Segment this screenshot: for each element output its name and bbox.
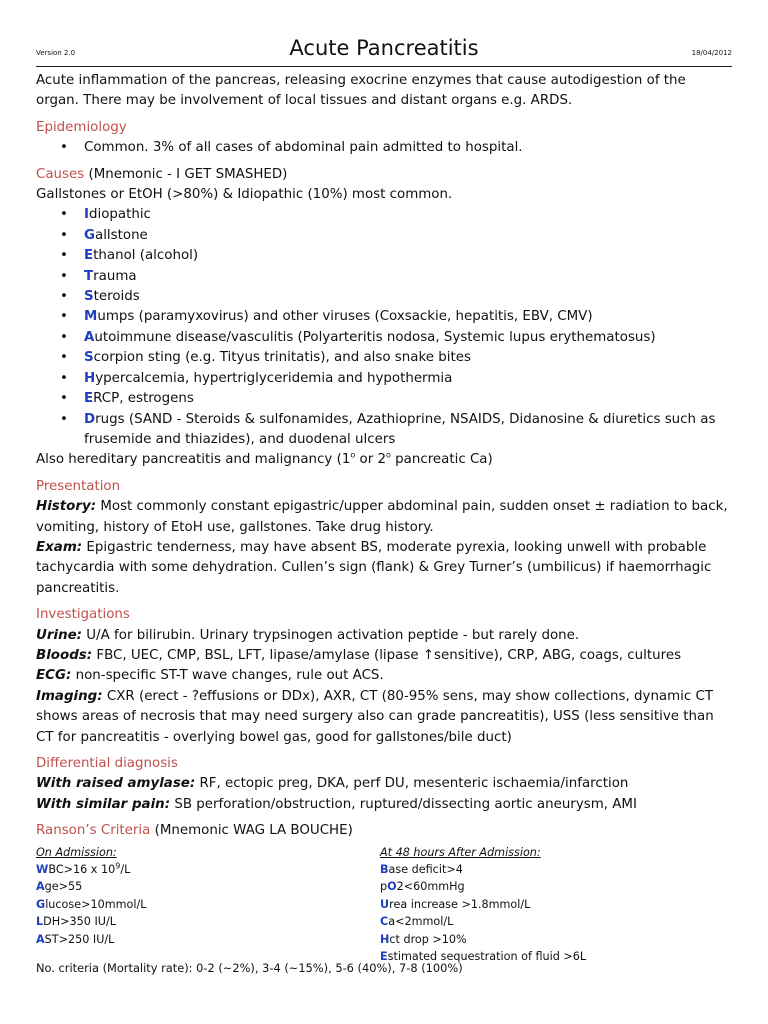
ranson-admission-column: [36, 844, 146, 948]
list-item: AST>250 IU/L: [36, 932, 115, 946]
ranson-admission-heading: On Admission:: [36, 845, 117, 859]
version-label: Version 2.0: [36, 49, 76, 57]
list-item: • Scorpion sting (e.g. Tityus trinitatis), and also snake bites: [60, 350, 471, 366]
list-item: • Drugs (SAND - Steroids & sulfonamides, Azathioprine, NSAIDS, Didanosine & diuretics such as frusemide and thiazides), and duodenal ulcers: [60, 411, 716, 447]
epidemiology-heading: Epidemiology: [36, 119, 127, 135]
ranson-48h-column: [380, 844, 586, 966]
list-item: • Idiopathic: [60, 207, 151, 223]
list-item: • ERCP, estrogens: [60, 391, 194, 407]
investigations-urine: Urine: U/A for bilirubin. Urinary trypsinogen activation peptide - but rarely done.: [36, 627, 580, 643]
page-header: [36, 30, 732, 67]
investigations-imaging: Imaging: CXR (erect - ?effusions or DDx), AXR, CT (80-95% sens, may show collections, dynamic CT shows areas of necrosis that may need surgery also can grade pancreatitis), USS (less sensitive than CT for pancreatitis - overlying bowel gas, good for gallstones/bile duct): [36, 688, 714, 745]
list-item: LDH>350 IU/L: [36, 915, 116, 929]
list-item: • Common. 3% of all cases of abdominal pain admitted to hospital.: [60, 140, 523, 156]
list-item: Urea increase >1.8mmol/L: [380, 897, 531, 911]
differential-heading: Differential diagnosis: [36, 756, 178, 771]
investigations-ecg: ECG: non-specific ST-T wave changes, rule out ACS.: [36, 668, 384, 684]
list-item: • Ethanol (alcohol): [60, 248, 199, 264]
list-item: WBC>16 x $10^9/L$: [36, 861, 131, 877]
date-label: 18/04/2012: [691, 49, 732, 57]
ranson-mnemonic: (Mnemonic WAG LA BOUCHE): [150, 823, 353, 839]
causes-list: [36, 205, 732, 450]
causes-also: Also hereditary pancreatitis and malignancy (1$^o$ or 2$^o$ pancreatic Ca): [36, 450, 493, 468]
list-item: • Gallstone: [60, 227, 148, 243]
ranson-48h-heading: At 48 hours After Admission:: [380, 845, 541, 859]
list-item: Hct drop >10%: [380, 932, 467, 946]
list-item: pO2<60mmHg: [380, 880, 465, 894]
list-item: • Hypercalcemia, hypertriglyceridemia and hypothermia: [60, 370, 453, 386]
list-item: • Trauma: [60, 268, 137, 284]
presentation-heading: Presentation: [36, 478, 121, 494]
differential-amylase: With raised amylase: RF, ectopic preg, DKA, perf DU, mesenteric ischaemia/infarction: [36, 776, 629, 792]
investigations-bloods: Bloods: FBC, UEC, CMP, BSL, LFT, lipase/amylase (lipase ↑sensitive), CRP, ABG, coags, cultures: [36, 647, 682, 663]
presentation-history: History: Most commonly constant epigastric/upper abdominal pain, sudden onset ± radiation to back, vomiting, history of EtoH use, gallstones. Take drug history.: [36, 499, 728, 535]
list-item: Age>55: [36, 880, 83, 894]
investigations-heading: Investigations: [36, 607, 130, 623]
causes-common: Gallstones or EtOH (>80%) & Idiopathic (10%) most common.: [36, 187, 453, 203]
list-item: Ca<2mmol/L: [380, 915, 454, 929]
intro-paragraph: Acute inflammation of the pancreas, releasing exocrine enzymes that cause autodigestion of the organ. There may be involvement of local tissues and distant organs e.g. ARDS.: [36, 73, 686, 109]
list-item: Estimated sequestration of fluid >6L: [380, 950, 587, 964]
list-item: • Steroids: [60, 289, 140, 305]
page-title: Acute Pancreatitis: [289, 36, 479, 60]
epidemiology-list: [36, 138, 732, 158]
causes-mnemonic: (Mnemonic - I GET SMASHED): [84, 166, 288, 182]
causes-heading: Causes (Mnemonic - I GET SMASHED): [36, 166, 288, 182]
ranson-criteria-table: [36, 844, 732, 964]
list-item: Glucose>10mmol/L: [36, 897, 147, 911]
document-page: [36, 30, 732, 977]
ranson-heading: Ranson’s Criteria (Mnemonic WAG LA BOUCHE): [36, 823, 353, 839]
list-item: Base deficit>4: [380, 863, 463, 877]
list-item: • Mumps (paramyxovirus) and other viruses (Coxsackie, hepatitis, EBV, CMV): [60, 309, 593, 325]
list-item: • Autoimmune disease/vasculitis (Polyarteritis nodosa, Systemic lupus erythematosus): [60, 329, 656, 345]
differential-pain: With similar pain: SB perforation/obstruction, ruptured/dissecting aortic aneurysm, AMI: [36, 796, 637, 812]
presentation-exam: Exam: Epigastric tenderness, may have absent BS, moderate pyrexia, looking unwell with probable tachycardia with some dehydration. Cullen’s sign (flank) & Grey Turner’s (umbilicus) if haemorrhagic pancreatitis.: [36, 539, 712, 596]
ranson-mortality: No. criteria (Mortality rate): 0-2 (~2%), 3-4 (~15%), 5-6 (40%), 7-8 (100%): [36, 960, 463, 975]
